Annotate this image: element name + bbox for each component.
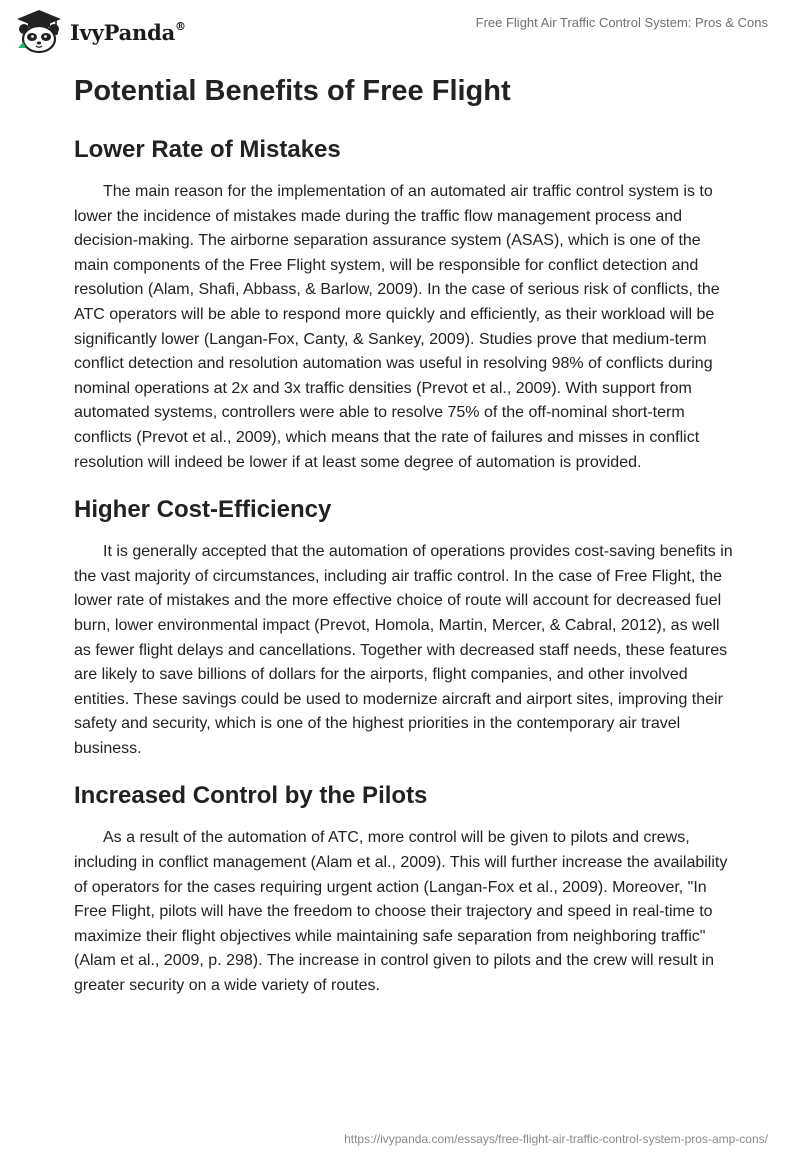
- section-heading-higher-cost-efficiency: Higher Cost-Efficiency: [74, 496, 332, 524]
- page-header: [0, 0, 800, 64]
- article-body: [74, 72, 734, 999]
- section-paragraph-lower-rate-of-mistakes: The main reason for the implementation of an automated air traffic control system is to lower the incidence of mistakes made during the traffic flow management process and decision-making. The airborne separation assurance system (ASAS), which is one of the main components of the Free Flight system, will be responsible for conflict detection and resolution (Alam, Shafi, Abbass, & Barlow, 2009). In the case of serious risk of conflicts, the ATC operators will be able to respond more quickly and efficiently, as their workload will be significantly lower (Langan-Fox, Canty, & Sankey, 2009). Studies prove that medium-term conflict detection and resolution automation was useful in resolving 98% of conflicts during nominal operations at 2x and 3x traffic densities (Prevot et al., 2009). With support from automated systems, controllers were able to resolve 75% of the off-nominal short-term conflicts (Prevot et al., 2009), which means that the rate of failures and misses in conflict resolution will indeed be lower if at least some degree of automation is provided.: [74, 183, 720, 471]
- section-paragraph-increased-control-by-pilots: As a result of the automation of ATC, more control will be given to pilots and crews, including in conflict management (Alam et al., 2009). This will further increase the availability of operators for the cases requiring urgent action (Langan-Fox et al., 2009). Moreover, "In Free Flight, pilots will have the freedom to choose their trajectory and speed in real-time to maximize their flight objectives while maintaining safe separation from neighboring traffic" (Alam et al., 2009, p. 298). The increase in control given to pilots and the crew will result in greater security on a wide variety of routes.: [74, 829, 728, 995]
- document-title-header: Free Flight Air Traffic Control System: Pros & Cons: [475, 15, 768, 30]
- source-url-link[interactable]: https://ivypanda.com/essays/free-flight-air-traffic-control-system-pros-amp-cons/: [344, 1132, 768, 1146]
- logo-text: IvyPanda®: [70, 19, 186, 45]
- ivypanda-logo[interactable]: [14, 8, 186, 54]
- section-heading-increased-control-by-pilots: Increased Control by the Pilots: [74, 782, 428, 810]
- panda-logo-icon: [14, 8, 64, 54]
- section-paragraph-higher-cost-efficiency: It is generally accepted that the automation of operations provides cost-saving benefits in the vast majority of circumstances, including air traffic control. In the case of Free Flight, the lower rate of mistakes and the more effective choice of route will account for decreased fuel burn, lower environmental impact (Prevot, Homola, Martin, Mercer, & Cabral, 2012), as well as fewer flight delays and cancellations. Together with decreased staff needs, these features are likely to save billions of dollars for the airports, flight companies, and other involved entities. These savings could be used to modernize aircraft and airport sites, improving their safety and security, which is one of the highest priorities in the contemporary air travel business.: [74, 543, 733, 757]
- page-title: Potential Benefits of Free Flight: [74, 75, 511, 107]
- section-heading-lower-rate-of-mistakes: Lower Rate of Mistakes: [74, 136, 341, 163]
